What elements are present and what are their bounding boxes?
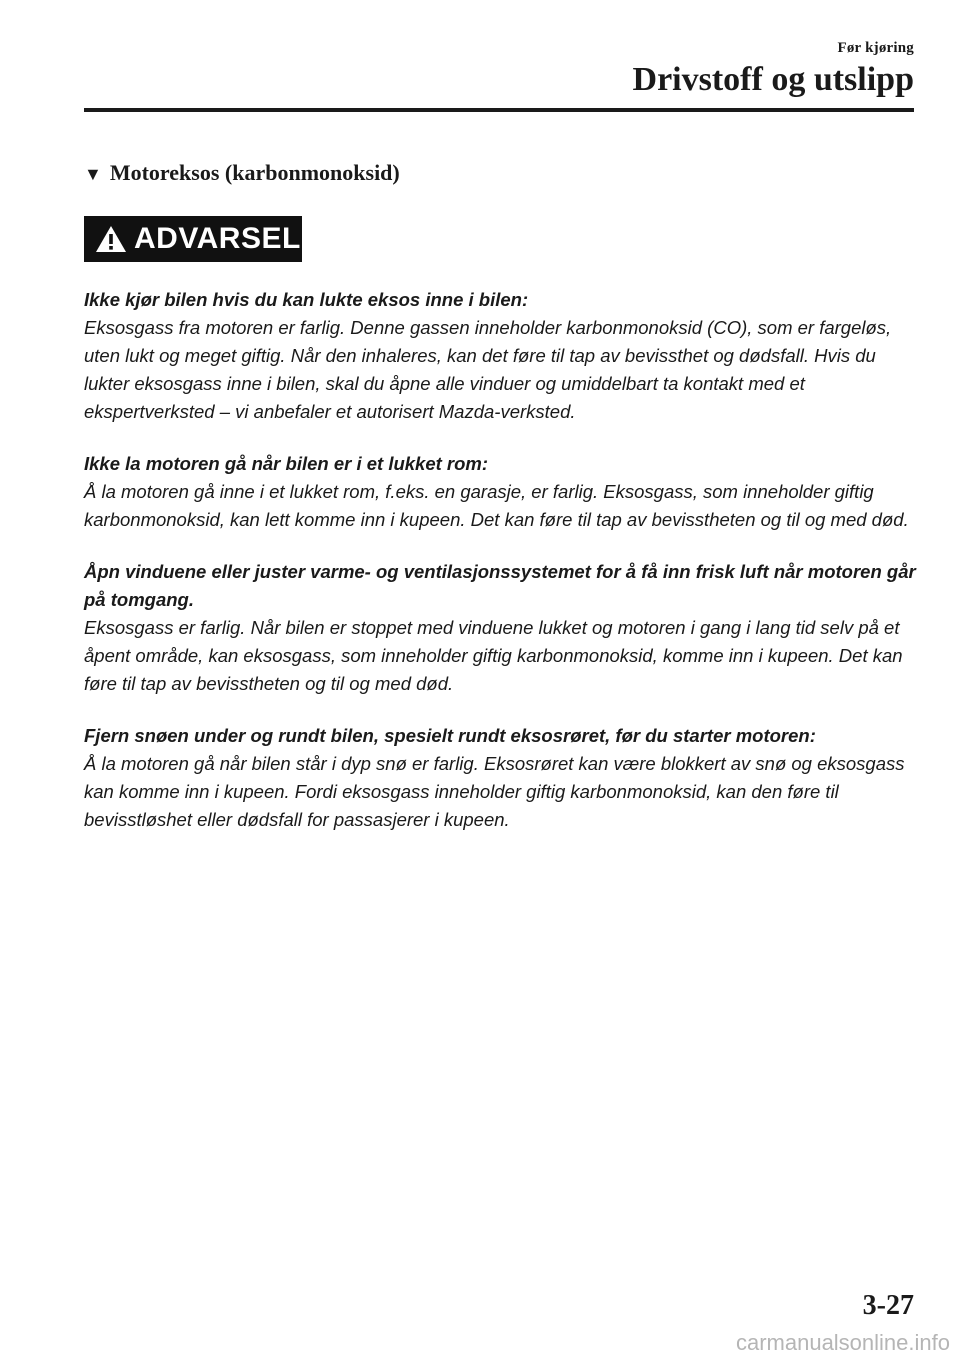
subsection-heading-text: Motoreksos (karbonmonoksid) — [109, 160, 400, 185]
warning-block — [84, 722, 918, 834]
warning-body: Eksosgass fra motoren er farlig. Denne gassen inneholder karbonmonoksid (CO), som er fargeløs, uten lukt og meget giftig. Når den inhaleres, kan det føre til tap av bevissthet og dødsfall. Hvis du lukter eksosgass inne i bilen, skal du åpne alle vinduer og umiddelbart ta kontakt med et ekspertverksted – vi anbefaler et autorisert Mazda-verksted. — [84, 317, 892, 422]
page-number: 3-27 — [862, 1290, 914, 1321]
page-header — [633, 40, 914, 99]
warning-block — [84, 286, 918, 426]
subsection-heading — [84, 160, 400, 186]
warning-body: Å la motoren gå når bilen står i dyp snø er farlig. Eksosrøret kan være blokkert av snø og eksosgass kan komme inn i kupeen. Fordi eksosgass inneholder giftig karbonmonoksid, kan den føre til bevisstløshet eller dødsfall for passasjerer i kupeen. — [84, 753, 905, 830]
chapter-title: Drivstoff og utslipp — [632, 61, 914, 98]
warning-title: Fjern snøen under og rundt bilen, spesielt rundt eksosrøret, før du starter motoren: — [84, 725, 816, 746]
warning-content — [84, 286, 918, 858]
warning-body: Å la motoren gå inne i et lukket rom, f.eks. en garasje, er farlig. Eksosgass, som inneholder giftig karbonmonoksid, kan lett komme inn i kupeen. Det kan føre til tap av bevisstheten og til og med død. — [84, 481, 909, 530]
triangle-down-icon: ▼ — [84, 163, 102, 184]
section-title: Før kjøring — [837, 40, 914, 56]
warning-title: Åpn vinduene eller juster varme- og ventilasjonssystemet for å få inn frisk luft når motoren går på tomgang. — [84, 561, 916, 610]
warning-title: Ikke la motoren gå når bilen er i et lukket rom: — [84, 453, 489, 474]
warning-block — [84, 558, 918, 698]
header-rule — [84, 108, 914, 112]
watermark: carmanualsonline.info — [735, 1330, 950, 1355]
warning-body: Eksosgass er farlig. Når bilen er stoppet med vinduene lukket og motoren i gang i lang tid selv på et åpent område, kan eksosgass, som inneholder giftig karbonmonoksid, komme inn i kupeen. Det kan føre til tap av bevisstheten og til og med død. — [84, 617, 903, 694]
warning-triangle-icon — [94, 224, 128, 254]
warning-badge — [84, 216, 302, 262]
warning-block — [84, 450, 918, 534]
warning-title: Ikke kjør bilen hvis du kan lukte eksos inne i bilen: — [84, 289, 529, 310]
warning-label: ADVARSEL — [134, 222, 301, 255]
